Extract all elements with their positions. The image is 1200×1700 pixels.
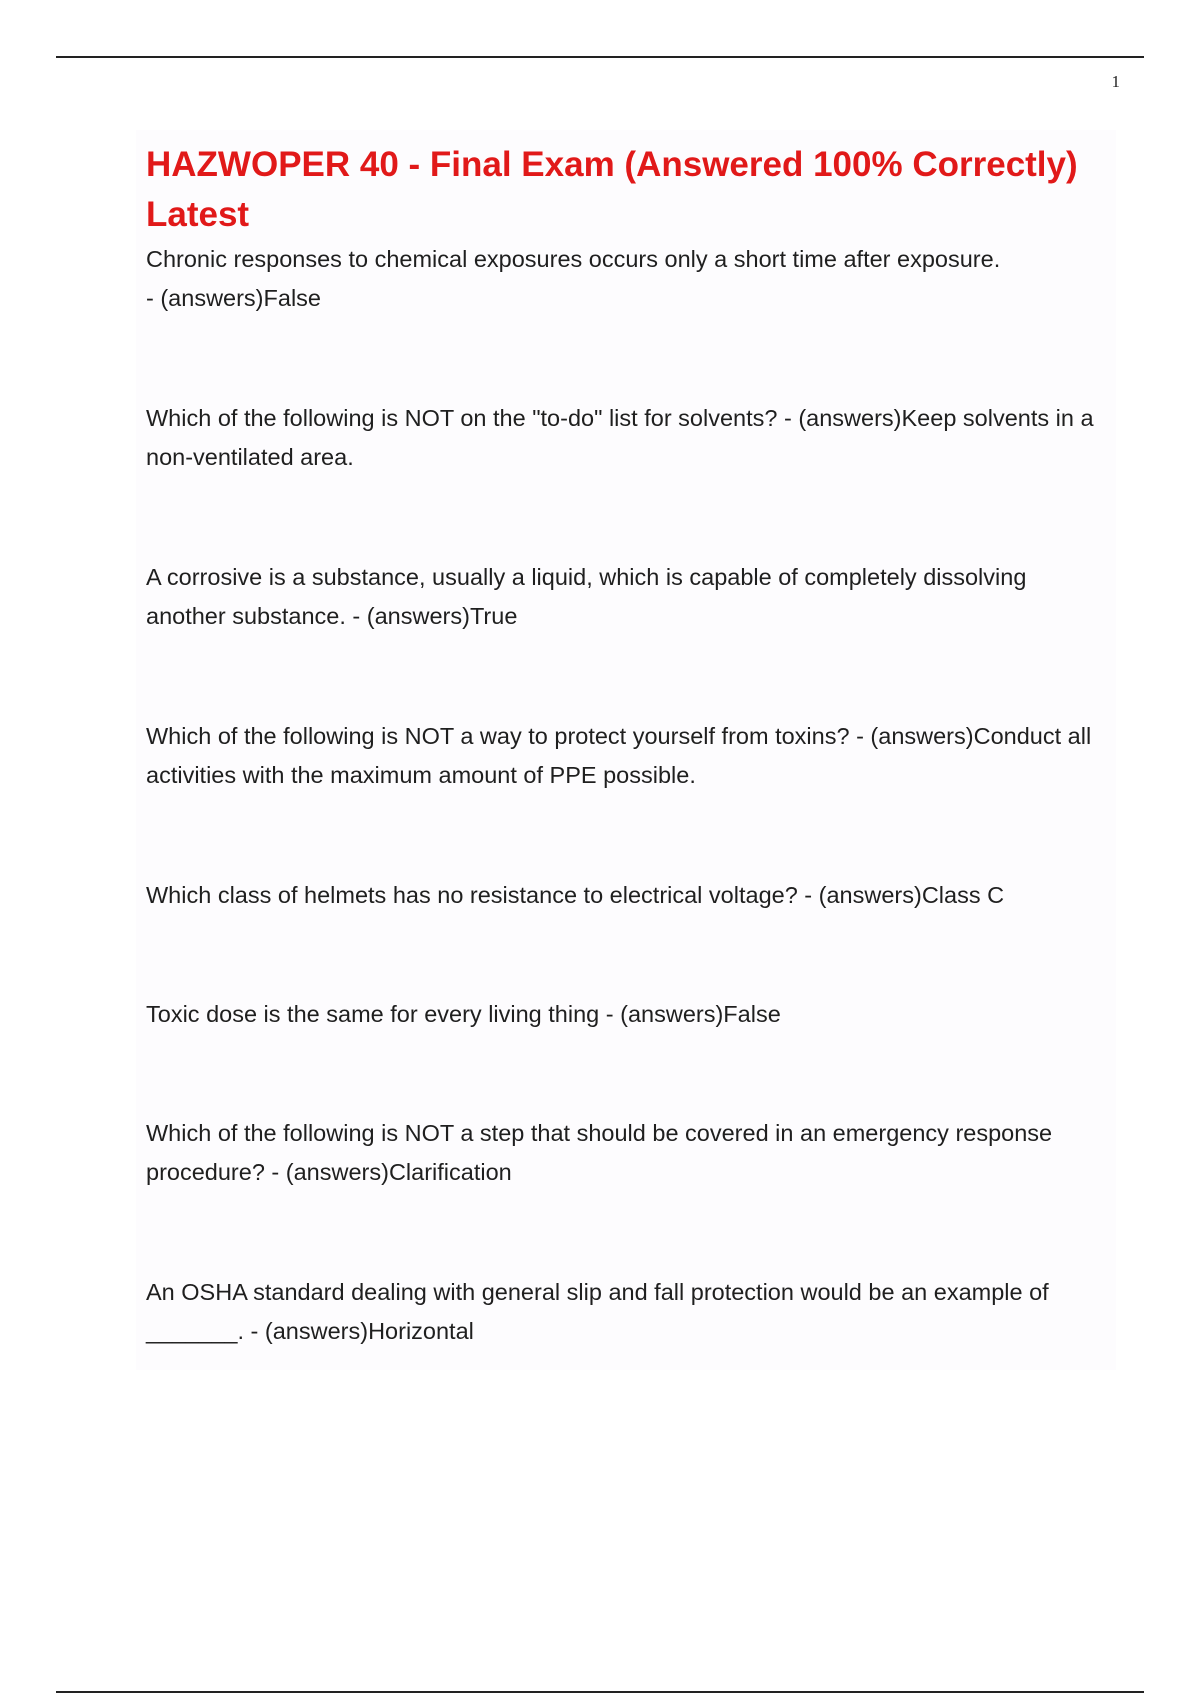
answer-text: Keep solvents in a non-ventilated area. <box>146 405 1094 470</box>
header-rule <box>56 56 1144 58</box>
answer-prefix: - (answers) <box>264 1159 389 1185</box>
document-body <box>136 130 1116 1370</box>
footer-rule <box>56 1691 1144 1693</box>
qa-list <box>146 240 1106 1351</box>
question-text: Which class of helmets has no resistance to electrical voltage? <box>146 882 798 908</box>
qa-item <box>146 399 1106 477</box>
qa-item <box>146 995 1106 1034</box>
document-title: HAZWOPER 40 - Final Exam (Answered 100% Correctly) Latest <box>146 145 1078 234</box>
qa-item <box>146 558 1106 636</box>
qa-item <box>146 1114 1106 1192</box>
qa-item <box>146 1273 1106 1351</box>
page-number: 1 <box>1111 72 1120 91</box>
answer-prefix: - (answers) <box>599 1001 724 1027</box>
answer-prefix: - (answers) <box>146 285 264 311</box>
question-text: An OSHA standard dealing with general slip and fall protection would be an example of _______. <box>146 1279 1049 1344</box>
question-text: Which of the following is NOT a step that should be covered in an emergency response procedure? <box>146 1120 1053 1185</box>
answer-prefix: - (answers) <box>797 882 922 908</box>
question-text: A corrosive is a substance, usually a liquid, which is capable of completely dissolving another substance. <box>146 564 1027 629</box>
answer-prefix: - (answers) <box>777 405 902 431</box>
answer-text: False <box>723 1001 781 1027</box>
qa-item <box>146 240 1106 318</box>
question-text: Chronic responses to chemical exposures occurs only a short time after exposure. <box>146 246 1001 272</box>
answer-prefix: - (answers) <box>849 723 974 749</box>
question-text: Toxic dose is the same for every living thing <box>146 1001 600 1027</box>
answer-text: True <box>469 603 518 629</box>
answer-text: Clarification <box>388 1159 512 1185</box>
qa-item <box>146 876 1106 915</box>
answer-text: Class C <box>921 882 1005 908</box>
answer-prefix: - (answers) <box>244 1318 369 1344</box>
answer-text: False <box>263 285 321 311</box>
question-text: Which of the following is NOT a way to protect yourself from toxins? <box>146 723 850 749</box>
qa-item <box>146 717 1106 795</box>
answer-text: Conduct all activities with the maximum amount of PPE possible. <box>146 723 1092 788</box>
answer-prefix: - (answers) <box>345 603 470 629</box>
question-text: Which of the following is NOT on the "to-do" list for solvents? <box>146 405 778 431</box>
answer-text: Horizontal <box>368 1318 474 1344</box>
